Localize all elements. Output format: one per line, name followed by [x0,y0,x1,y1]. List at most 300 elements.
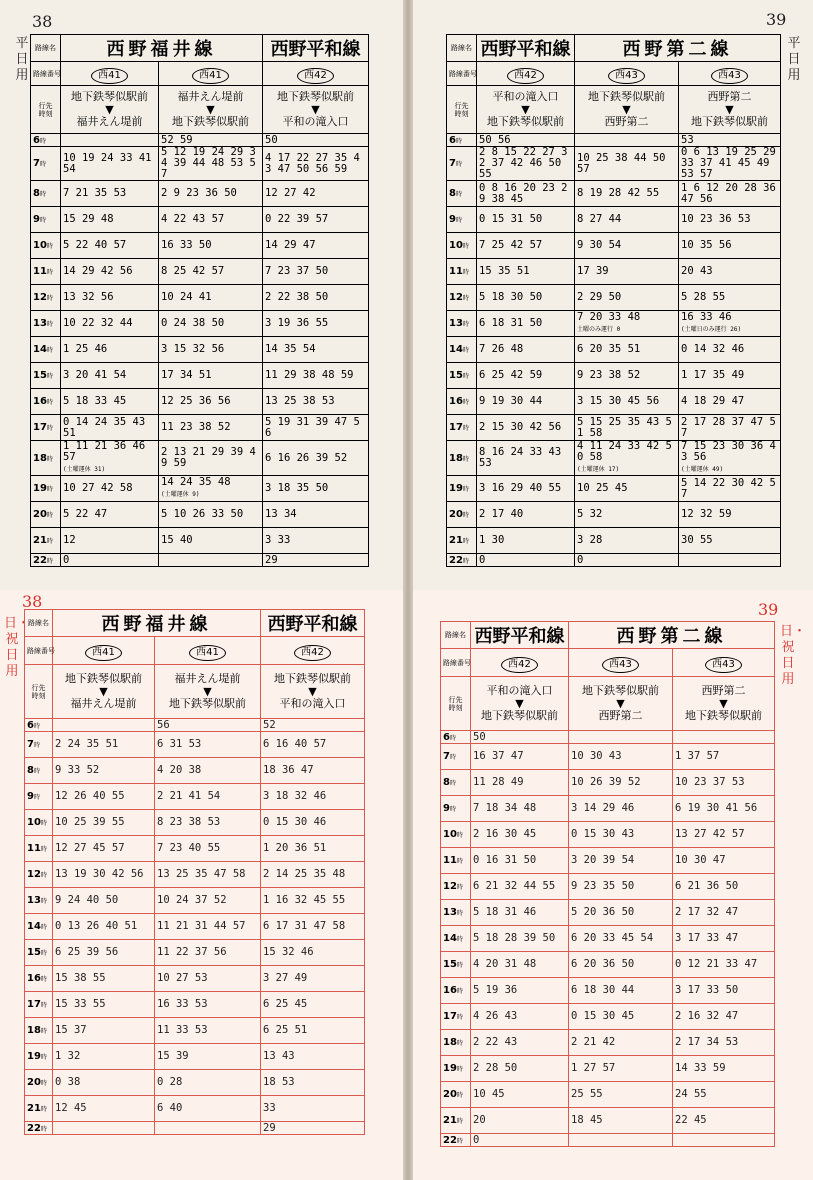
minutes-list: 4 17 22 27 35 43 47 50 56 59 [265,151,360,175]
minutes-list: 9 33 52 [55,764,100,776]
minutes-cell [261,1122,365,1135]
minutes-cell [569,952,673,978]
minutes-list: 5 19 31 39 47 56 [265,415,360,439]
minutes-cell [477,311,575,337]
header-row-direction [447,86,781,134]
hour-suffix: 時 [46,538,53,545]
minutes-list: 10 26 39 52 [571,776,641,788]
hour-number: 16 [449,396,463,407]
route-badge-cell [261,637,365,665]
header-row-line-name [441,622,775,649]
minutes-cell [575,337,679,363]
hour-suffix: 時 [456,1092,463,1099]
minutes-cell [673,1134,775,1147]
minutes-cell [673,1056,775,1082]
hour-cell [31,502,61,528]
hour-suffix: 時 [462,557,469,565]
minutes-cell [477,476,575,502]
minutes-cell [61,554,159,567]
side-label-weekday: 平日用 [787,36,801,83]
hour-number: 7 [443,751,450,762]
label-dest-hour [31,86,61,134]
hour-suffix: 時 [46,373,53,380]
minutes-list: 9 30 54 [577,239,622,251]
minutes-list: 12 27 42 [265,187,316,199]
direction-to: 平和の滝入口 [279,697,346,710]
minutes-cell [263,181,369,207]
timetable-row [25,719,365,732]
timetable-row [25,1122,365,1135]
minutes-cell [53,992,155,1018]
header-row-direction [441,677,775,731]
minutes-cell [575,363,679,389]
minutes-cell [263,415,369,441]
minutes-cell [575,554,679,567]
minutes-list: 2 22 38 50 [265,291,329,303]
direction-to: 地下鉄琴似駅前 [169,697,246,710]
minutes-cell [53,1070,155,1096]
hour-cell [25,1096,53,1122]
hour-cell [25,1018,53,1044]
minutes-list: 1 30 [479,534,505,546]
minutes-cell [261,784,365,810]
header-row-line-name [31,35,369,62]
minutes-cell [261,810,365,836]
route-badge-cell [61,62,159,86]
timetable-row [447,285,781,311]
timetable-row [441,1082,775,1108]
minutes-cell [61,259,159,285]
hour-cell [31,441,61,476]
minutes-cell [673,744,775,770]
route-badge-cell [471,649,569,677]
hour-suffix: 時 [456,1118,463,1125]
minutes-list: 2 17 34 53 [675,1036,739,1048]
minutes-list: 5 28 55 [681,291,726,303]
minutes-cell [575,415,679,441]
hour-number: 10 [27,817,41,828]
hour-suffix: 時 [462,512,469,519]
timetable-row [25,862,365,888]
minutes-cell [477,528,575,554]
minutes-list: 3 14 29 46 [571,802,635,814]
hour-number: 6 [33,134,40,146]
minutes-list: 7 21 35 53 [63,187,127,199]
minutes-list: 13 19 30 42 56 [55,868,144,880]
minutes-list: 2 24 35 51 [55,738,119,750]
minutes-cell [679,207,781,233]
hour-number: 6 [443,731,450,743]
hour-number: 19 [443,1063,457,1074]
minutes-list: 15 37 [55,1024,87,1036]
minutes-cell [471,731,569,744]
direction-from: 地下鉄琴似駅前 [274,672,351,685]
minutes-cell [263,233,369,259]
timetable-row [447,311,781,337]
minutes-list: 0 28 [157,1076,183,1088]
minutes-list: 7 26 48 [479,343,524,355]
minutes-list: 2 16 32 47 [675,1010,739,1022]
timetable-row [447,147,781,181]
minutes-list: 3 20 39 54 [571,854,635,866]
minutes-cell [679,363,781,389]
minutes-cell [261,1044,365,1070]
minutes-list: 13 25 35 47 58 [157,868,246,880]
minutes-cell [471,822,569,848]
minutes-list: 8 16 24 33 43 53 [479,446,568,469]
minutes-list: 0 24 38 50 [161,317,225,329]
minutes-cell [159,528,263,554]
minutes-list: 15 29 48 [63,213,114,225]
minutes-list: 20 43 [681,265,713,277]
minutes-list: 16 33 50 [161,239,212,251]
hour-suffix: 時 [449,734,456,742]
hour-cell [25,940,53,966]
minutes-cell [159,415,263,441]
minutes-cell [159,233,263,259]
minutes-list: 50 [265,133,278,146]
hour-number: 22 [33,554,47,566]
timetable-row [441,900,775,926]
timetable-row [25,758,365,784]
hour-number: 11 [33,266,47,277]
minutes-list: 2 17 40 [479,508,524,520]
hour-cell [441,952,471,978]
direction-from: 平和の滝入口 [492,90,559,103]
arrow-down-icon: ▼ [206,103,215,116]
page-number: 38 [32,12,53,31]
hour-suffix: 時 [456,936,463,943]
hour-number: 10 [33,240,47,251]
hour-suffix: 時 [462,243,469,250]
minutes-cell [575,134,679,147]
minutes-list: 7 20 33 48 [577,311,641,323]
direction-to: 福井えん堤前 [70,697,137,710]
timetable-row [441,874,775,900]
label-route-number: 路線番号 [447,62,477,86]
arrow-down-icon: ▼ [105,103,114,116]
label-line-name: 路線名 [31,35,61,62]
header-row-line-name [25,610,365,637]
direction-to: 地下鉄琴似駅前 [172,115,249,128]
minutes-list: 2 29 50 [577,291,622,303]
timetable-row [447,441,781,476]
hour-number: 10 [443,829,457,840]
route-number-badge: 西43 [608,68,645,84]
hour-suffix: 時 [39,217,46,224]
route-badge-cell [155,637,261,665]
minutes-list: 1 6 12 20 28 36 47 56 [681,181,783,205]
minutes-list: 2 16 30 45 [473,828,537,840]
minutes-cell [575,233,679,259]
minutes-cell [261,992,365,1018]
timetable-row [441,978,775,1004]
minutes-list: 6 25 42 59 [479,369,543,381]
timetable-row [31,181,369,207]
minutes-list: 2 13 21 29 39 49 59 [161,446,256,469]
minutes-list: 9 23 38 52 [577,369,641,381]
hour-cell [447,311,477,337]
minutes-list: 8 27 44 [577,213,622,225]
minutes-list: 0 [63,553,70,566]
minutes-list: 3 15 30 45 56 [577,395,660,407]
minutes-cell [159,389,263,415]
minutes-cell [471,1134,569,1147]
minutes-list: 0 12 21 33 47 [675,958,758,970]
hour-suffix: 時 [462,486,469,493]
hour-number: 19 [27,1051,41,1062]
minutes-list: 15 38 55 [55,972,106,984]
minutes-list: 12 26 40 55 [55,790,125,802]
minutes-cell [159,285,263,311]
minutes-cell [261,836,365,862]
hour-suffix: 時 [462,321,469,328]
hour-suffix: 時 [40,1002,47,1009]
hour-number: 6 [27,719,34,731]
minutes-list: 2 28 50 [473,1062,518,1074]
hour-cell [25,758,53,784]
direction-cell [155,665,261,719]
minutes-list: 10 23 36 53 [681,213,751,225]
minutes-cell [61,181,159,207]
timetable-row [31,415,369,441]
minutes-cell [155,1070,261,1096]
minutes-cell [679,476,781,502]
minutes-list: 9 23 35 50 [571,880,635,892]
minutes-list: 12 [63,534,76,546]
minutes-cell [261,966,365,992]
hour-suffix: 時 [46,557,53,565]
minutes-cell [673,1004,775,1030]
minutes-cell [471,874,569,900]
minutes-cell [569,744,673,770]
minutes-cell [53,810,155,836]
hour-number: 22 [27,1122,41,1134]
minutes-cell [679,311,781,337]
minutes-list: 16 33 53 [157,998,208,1010]
side-label-weekday: 平日用 [15,36,29,83]
hour-cell [441,1134,471,1147]
hour-number: 7 [33,158,40,169]
timetable-row [25,888,365,914]
timetable-row [31,554,369,567]
minutes-cell [263,502,369,528]
hour-number: 12 [449,292,463,303]
minutes-cell [155,992,261,1018]
direction-cell [53,665,155,719]
hour-suffix: 時 [39,191,46,198]
service-note: (土曜日のみ運行 26) [681,326,742,333]
minutes-list: 13 32 56 [63,291,114,303]
minutes-cell [155,758,261,784]
hour-cell [441,1004,471,1030]
minutes-cell [159,476,263,502]
minutes-cell [471,796,569,822]
minutes-cell [261,862,365,888]
direction-to: 福井えん堤前 [76,115,143,128]
book-spine [403,0,413,1180]
hour-suffix: 時 [39,137,46,145]
minutes-list: 2 14 25 35 48 [263,868,346,880]
minutes-list: 11 21 31 44 57 [157,920,246,932]
timetable-row [31,337,369,363]
minutes-list: 3 15 32 56 [161,343,225,355]
timetable-row [447,528,781,554]
hour-number: 12 [27,869,41,880]
minutes-list: 7 15 23 30 36 43 56 [681,440,776,463]
minutes-cell [61,502,159,528]
hour-number: 21 [443,1115,457,1126]
minutes-list: 29 [265,553,278,566]
hour-number: 18 [33,452,47,464]
timetable-row [441,848,775,874]
hour-suffix: 時 [33,794,40,801]
hour-cell [25,862,53,888]
minutes-list: 2 21 42 [571,1036,616,1048]
header-row-route-number [447,62,781,86]
hour-number: 8 [33,188,40,199]
hour-cell [441,770,471,796]
minutes-cell [673,900,775,926]
timetable-row [31,311,369,337]
minutes-list: 6 20 33 45 54 [571,932,654,944]
timetable-row [25,1070,365,1096]
minutes-cell [673,1108,775,1134]
route-number-badge: 西41 [192,68,229,84]
hour-number: 14 [27,921,41,932]
minutes-cell [471,952,569,978]
hour-number: 20 [449,509,463,520]
hour-cell [25,888,53,914]
minutes-list: 50 56 [479,133,511,146]
minutes-list: 50 [473,730,486,743]
hour-suffix: 時 [456,1066,463,1073]
timetable-row [447,554,781,567]
hour-number: 13 [33,318,47,329]
hour-cell [31,181,61,207]
minutes-cell [263,337,369,363]
direction-from: 西野第二 [701,684,746,697]
header-row-route-number [25,637,365,665]
hour-number: 20 [443,1089,457,1100]
minutes-cell [155,862,261,888]
hour-suffix: 時 [462,399,469,406]
hour-suffix: 時 [449,780,456,787]
minutes-cell [673,796,775,822]
hour-number: 15 [449,370,463,381]
timetable-holiday-left [24,609,365,1135]
route-badge-cell [575,62,679,86]
label-destination: 行先 [454,101,469,110]
minutes-list: 5 18 31 46 [473,906,537,918]
minutes-list: 3 33 [265,534,291,546]
minutes-list: 3 17 33 50 [675,984,739,996]
hour-cell [441,744,471,770]
hour-cell [31,147,61,181]
timetable-row [441,926,775,952]
minutes-cell [159,363,263,389]
minutes-list: 4 11 24 33 42 50 58 [577,440,672,463]
hour-suffix: 時 [462,269,469,276]
line-name: 西野福井線 [61,35,263,62]
minutes-list: 6 21 36 50 [675,880,739,892]
minutes-list: 6 25 45 [263,998,308,1010]
minutes-list: 3 17 33 47 [675,932,739,944]
hour-cell [25,784,53,810]
minutes-cell [575,389,679,415]
timetable-row [31,147,369,181]
minutes-cell [263,134,369,147]
hour-suffix: 時 [455,137,462,145]
minutes-cell [569,848,673,874]
minutes-list: 5 18 30 50 [479,291,543,303]
minutes-list: 6 16 26 39 52 [265,451,348,464]
minutes-cell [471,1108,569,1134]
timetable-row [31,207,369,233]
timetable-row [31,502,369,528]
hour-suffix: 時 [33,768,40,775]
minutes-cell [61,441,159,476]
minutes-cell [477,441,575,476]
timetable-row [447,181,781,207]
label-route-number: 路線番号 [441,649,471,677]
hour-suffix: 時 [40,872,47,879]
minutes-cell [263,476,369,502]
minutes-cell [263,285,369,311]
hour-cell [31,207,61,233]
label-line-name: 路線名 [25,610,53,637]
hour-suffix: 時 [40,1054,47,1061]
timetable-row [25,966,365,992]
minutes-cell [679,337,781,363]
timetable-row [31,441,369,476]
minutes-list: 1 11 21 36 46 57 [63,440,152,463]
direction-from: 地下鉄琴似駅前 [65,672,142,685]
minutes-list: 1 27 57 [571,1062,616,1074]
hour-suffix: 時 [46,425,53,432]
direction-from: 地下鉄琴似駅前 [71,90,148,103]
minutes-cell [261,1018,365,1044]
hour-number: 15 [443,959,457,970]
direction-cell [61,86,159,134]
minutes-list: 2 21 41 54 [157,790,221,802]
hour-number: 11 [449,266,463,277]
minutes-list: 4 18 29 47 [681,395,745,407]
direction-cell [159,86,263,134]
timetable-row [31,233,369,259]
minutes-cell [155,1044,261,1070]
minutes-list: 5 22 40 57 [63,239,127,251]
minutes-list: 11 22 37 56 [157,946,227,958]
minutes-list: 0 22 39 57 [265,213,329,225]
route-badge-cell [53,637,155,665]
minutes-cell [679,554,781,567]
hour-suffix: 時 [462,455,469,463]
minutes-list: 5 18 33 45 [63,395,127,407]
minutes-list: 12 45 [55,1102,87,1114]
minutes-cell [673,731,775,744]
minutes-cell [679,259,781,285]
minutes-cell [477,415,575,441]
minutes-cell [155,1122,261,1135]
minutes-cell [61,134,159,147]
label-hour: 時刻 [448,703,463,712]
minutes-cell [477,337,575,363]
minutes-list: 5 14 22 30 42 57 [681,476,776,500]
minutes-cell [569,1004,673,1030]
minutes-cell [53,784,155,810]
hour-cell [31,337,61,363]
